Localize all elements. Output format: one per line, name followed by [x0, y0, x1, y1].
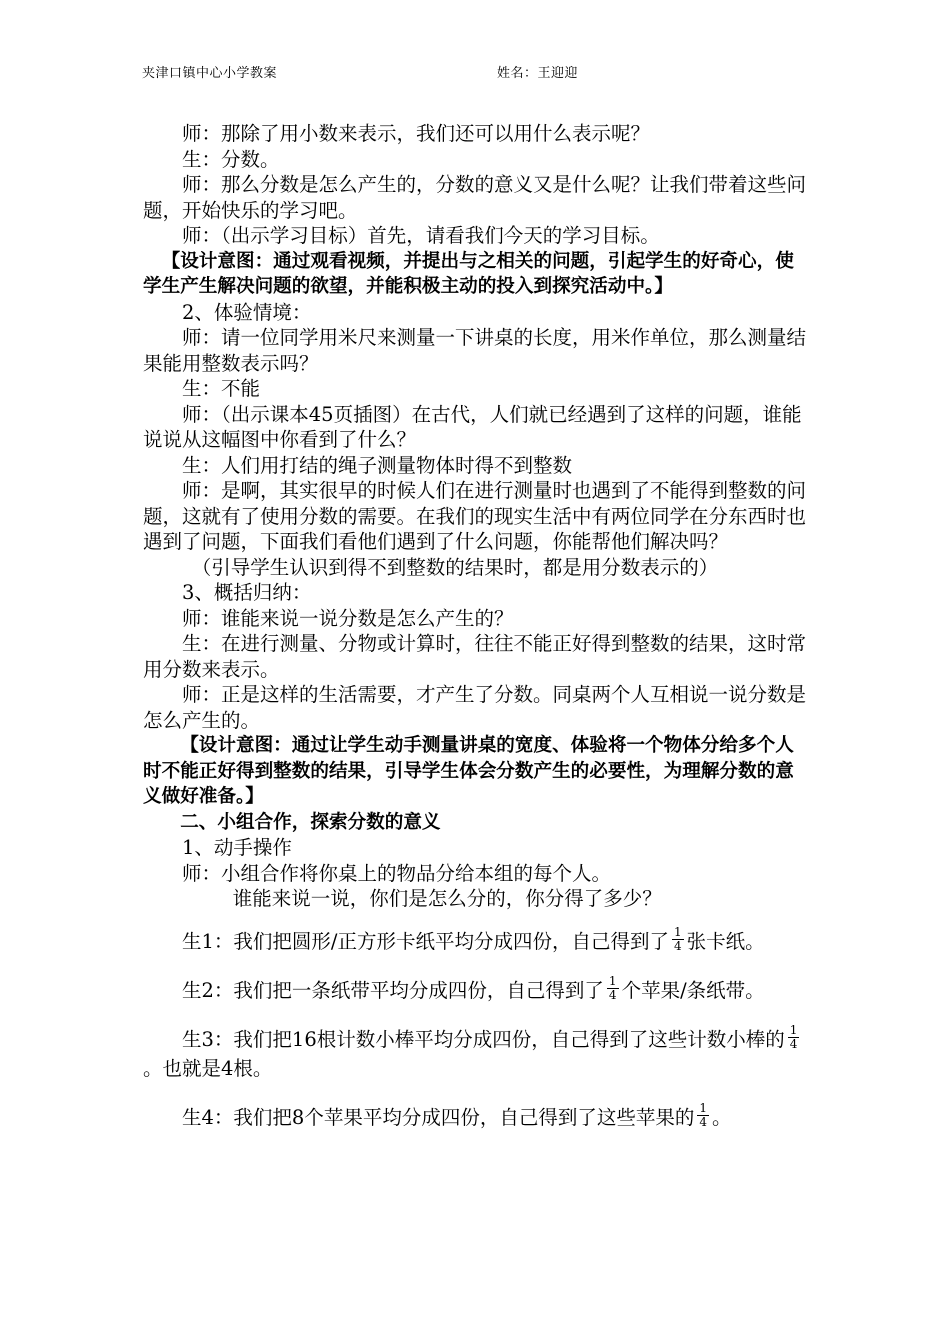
paragraph: 生：人们用打结的绳子测量物体时得不到整数	[182, 453, 573, 477]
paragraph: 生：分数。	[182, 147, 280, 171]
answer-text: 。也就是4根。	[143, 1056, 273, 1080]
fraction-denominator: 4	[673, 938, 682, 953]
section-heading: 2、体验情境：	[182, 300, 312, 324]
fraction-denominator: 4	[608, 987, 617, 1002]
answer-text: 生4：我们把8个苹果平均分成四份，自己得到了这些苹果的	[182, 1105, 695, 1129]
paragraph: 师：那除了用小数来表示，我们还可以用什么表示呢？	[182, 122, 651, 145]
answer-text: 个苹果/条纸带。	[621, 978, 765, 1002]
paragraph: 生：不能	[182, 377, 261, 400]
fraction-one-quarter	[672, 926, 684, 953]
section-heading: 3、概括归纳：	[182, 581, 312, 604]
paragraph: 师：请一位同学用米尺来测量一下讲桌的长度，用米作单位，那么测量结果能用整数表示吗？	[143, 326, 807, 375]
answer-text: 。	[711, 1105, 732, 1129]
fraction-numerator: 1	[699, 1100, 707, 1115]
student-answer-2	[143, 973, 808, 1005]
fraction-denominator: 4	[699, 1114, 707, 1129]
fraction-numerator: 1	[789, 1022, 798, 1037]
paragraph: 生：在进行测量、分物或计算时，往往不能正好得到整数的结果，这时常用分数来表示。	[143, 632, 807, 681]
paragraph: （引导学生认识到得不到整数的结果时，都是用分数表示的）	[191, 555, 719, 579]
fraction-one-quarter	[788, 1024, 800, 1051]
design-intent-note: 【设计意图：通过让学生动手测量讲桌的宽度、体验将一个物体分给多个人时不能正好得到整数的结果，引导学生体会分数产生的必要性，为理解分数的意义做好准备。】	[143, 735, 794, 807]
header-school: 夹津口镇中心小学教案	[142, 66, 278, 81]
fraction-numerator: 1	[608, 973, 617, 988]
student-answer-4	[143, 1100, 808, 1132]
header-teacher-name: 姓名：王迎迎	[497, 66, 579, 81]
paragraph: 师：（出示学习目标）首先，请看我们今天的学习目标。	[182, 224, 660, 247]
paragraph: 师：（出示课本45页插图）在古代，人们就已经遇到了这样的问题，谁能说说从这幅图中你看到了什么？	[143, 402, 802, 451]
fraction-denominator: 4	[789, 1036, 798, 1051]
section-heading: 1、动手操作	[182, 836, 292, 859]
student-answer-3	[143, 1022, 808, 1083]
lesson-plan-body	[143, 121, 808, 1132]
student-answer-1	[143, 924, 808, 956]
paragraph: 师：正是这样的生活需要，才产生了分数。同桌两个人互相说一说分数是怎么产生的。	[143, 683, 807, 732]
paragraph: 师：谁能来说一说分数是怎么产生的？	[182, 606, 514, 630]
answer-text: 张卡纸。	[686, 929, 765, 953]
answer-text: 生2：我们把一条纸带平均分成四份，自己得到了	[182, 978, 604, 1002]
paragraph: 师：小组合作将你桌上的物品分给本组的每个人。	[182, 861, 612, 885]
paragraph: 谁能来说一说，你们是怎么分的，你分得了多少？	[232, 887, 662, 910]
fraction-numerator: 1	[673, 924, 682, 939]
fraction-one-quarter	[697, 1102, 709, 1129]
design-intent-note: 【设计意图：通过观看视频，并提出与之相关的问题，引起学生的好奇心，使学生产生解决问题的欲望，并能积极主动的投入到探究活动中。】	[143, 250, 794, 297]
fraction-one-quarter	[607, 975, 619, 1002]
answer-text: 生1：我们把圆形/正方形卡纸平均分成四份，自己得到了	[182, 929, 669, 953]
section-heading: 二、小组合作，探索分数的意义	[180, 811, 441, 833]
paragraph: 师：是啊，其实很早的时候人们在进行测量时也遇到了不能得到整数的问题，这就有了使用分数的需要。在我们的现实生活中有两位同学在分东西时也遇到了问题，下面我们看他们遇到了什么问题，你能帮他们解决吗？	[143, 479, 807, 553]
paragraph: 师：那么分数是怎么产生的，分数的意义又是什么呢？让我们带着这些问题，开始快乐的学习吧。	[143, 173, 807, 222]
answer-text: 生3：我们把16根计数小棒平均分成四份，自己得到了这些计数小棒的	[182, 1027, 785, 1051]
